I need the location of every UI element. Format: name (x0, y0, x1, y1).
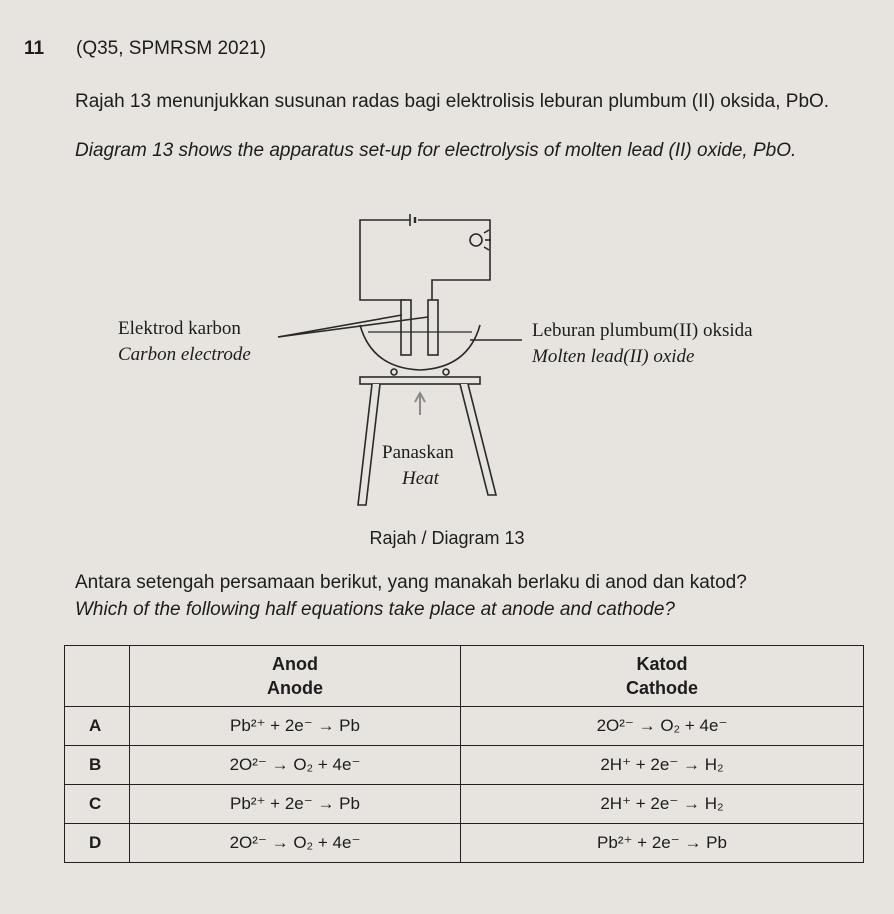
option-d-label: D (65, 824, 130, 863)
label-molten-english: Molten lead(II) oxide (532, 346, 695, 367)
answer-table (64, 645, 864, 863)
option-a-anode: Pb²⁺ + 2e⁻ → Pb (130, 707, 461, 746)
table-row-c[interactable] (65, 785, 864, 824)
electrolysis-diagram (110, 200, 830, 510)
stand-top (360, 377, 480, 384)
label-molten-malay: Leburan plumbum(II) oksida (532, 320, 753, 341)
pointer-electrode (278, 315, 402, 337)
electrode-right (428, 300, 438, 355)
question-source: (Q35, SPMRSM 2021) (76, 38, 267, 59)
stand-knob-right (443, 369, 449, 375)
question-english: Which of the following half equations take place at anode and cathode? (75, 599, 675, 620)
option-b-cathode: 2H⁺ + 2e⁻ → H₂ (461, 746, 864, 785)
label-electrode-malay: Elektrod karbon (118, 318, 241, 339)
question-malay: Antara setengah persamaan berikut, yang manakah berlaku di anod dan katod? (75, 572, 747, 593)
option-c-cathode: 2H⁺ + 2e⁻ → H₂ (461, 785, 864, 824)
header-empty (65, 646, 130, 707)
header-anode-english: Anode (267, 678, 323, 698)
header-anode (130, 646, 461, 707)
table-row-d[interactable] (65, 824, 864, 863)
stem-english: Diagram 13 shows the apparatus set-up for electrolysis of molten lead (II) oxide, PbO. (75, 140, 797, 161)
option-d-anode: 2O²⁻ → O₂ + 4e⁻ (130, 824, 461, 863)
label-electrode-english: Carbon electrode (118, 344, 251, 365)
header-cathode-english: Cathode (626, 678, 698, 698)
option-d-cathode: Pb²⁺ + 2e⁻ → Pb (461, 824, 864, 863)
header-cathode (461, 646, 864, 707)
table-row-b[interactable] (65, 746, 864, 785)
option-b-anode: 2O²⁻ → O₂ + 4e⁻ (130, 746, 461, 785)
header-anode-malay: Anod (272, 654, 318, 674)
header-cathode-malay: Katod (636, 654, 688, 674)
stem-malay: Rajah 13 menunjukkan susunan radas bagi elektrolisis leburan plumbum (II) oksida, PbO. (75, 91, 830, 112)
wire-right (418, 220, 490, 300)
heat-arrow (415, 393, 425, 415)
diagram-caption: Rajah / Diagram 13 (369, 528, 525, 548)
stand-knob-left (391, 369, 397, 375)
table-header-row (65, 646, 864, 707)
question-number: 11 (24, 38, 45, 59)
leg-left (358, 384, 380, 505)
leg-right (460, 384, 496, 495)
option-b-label: B (65, 746, 130, 785)
option-a-label: A (65, 707, 130, 746)
table-row-a[interactable] (65, 707, 864, 746)
option-c-label: C (65, 785, 130, 824)
option-a-cathode: 2O²⁻ → O₂ + 4e⁻ (461, 707, 864, 746)
electrode-left (401, 300, 411, 355)
bulb-icon (470, 234, 482, 246)
label-heat-english: Heat (402, 468, 439, 489)
wire-left (360, 220, 410, 300)
option-c-anode: Pb²⁺ + 2e⁻ → Pb (130, 785, 461, 824)
label-heat-malay: Panaskan (382, 442, 454, 463)
